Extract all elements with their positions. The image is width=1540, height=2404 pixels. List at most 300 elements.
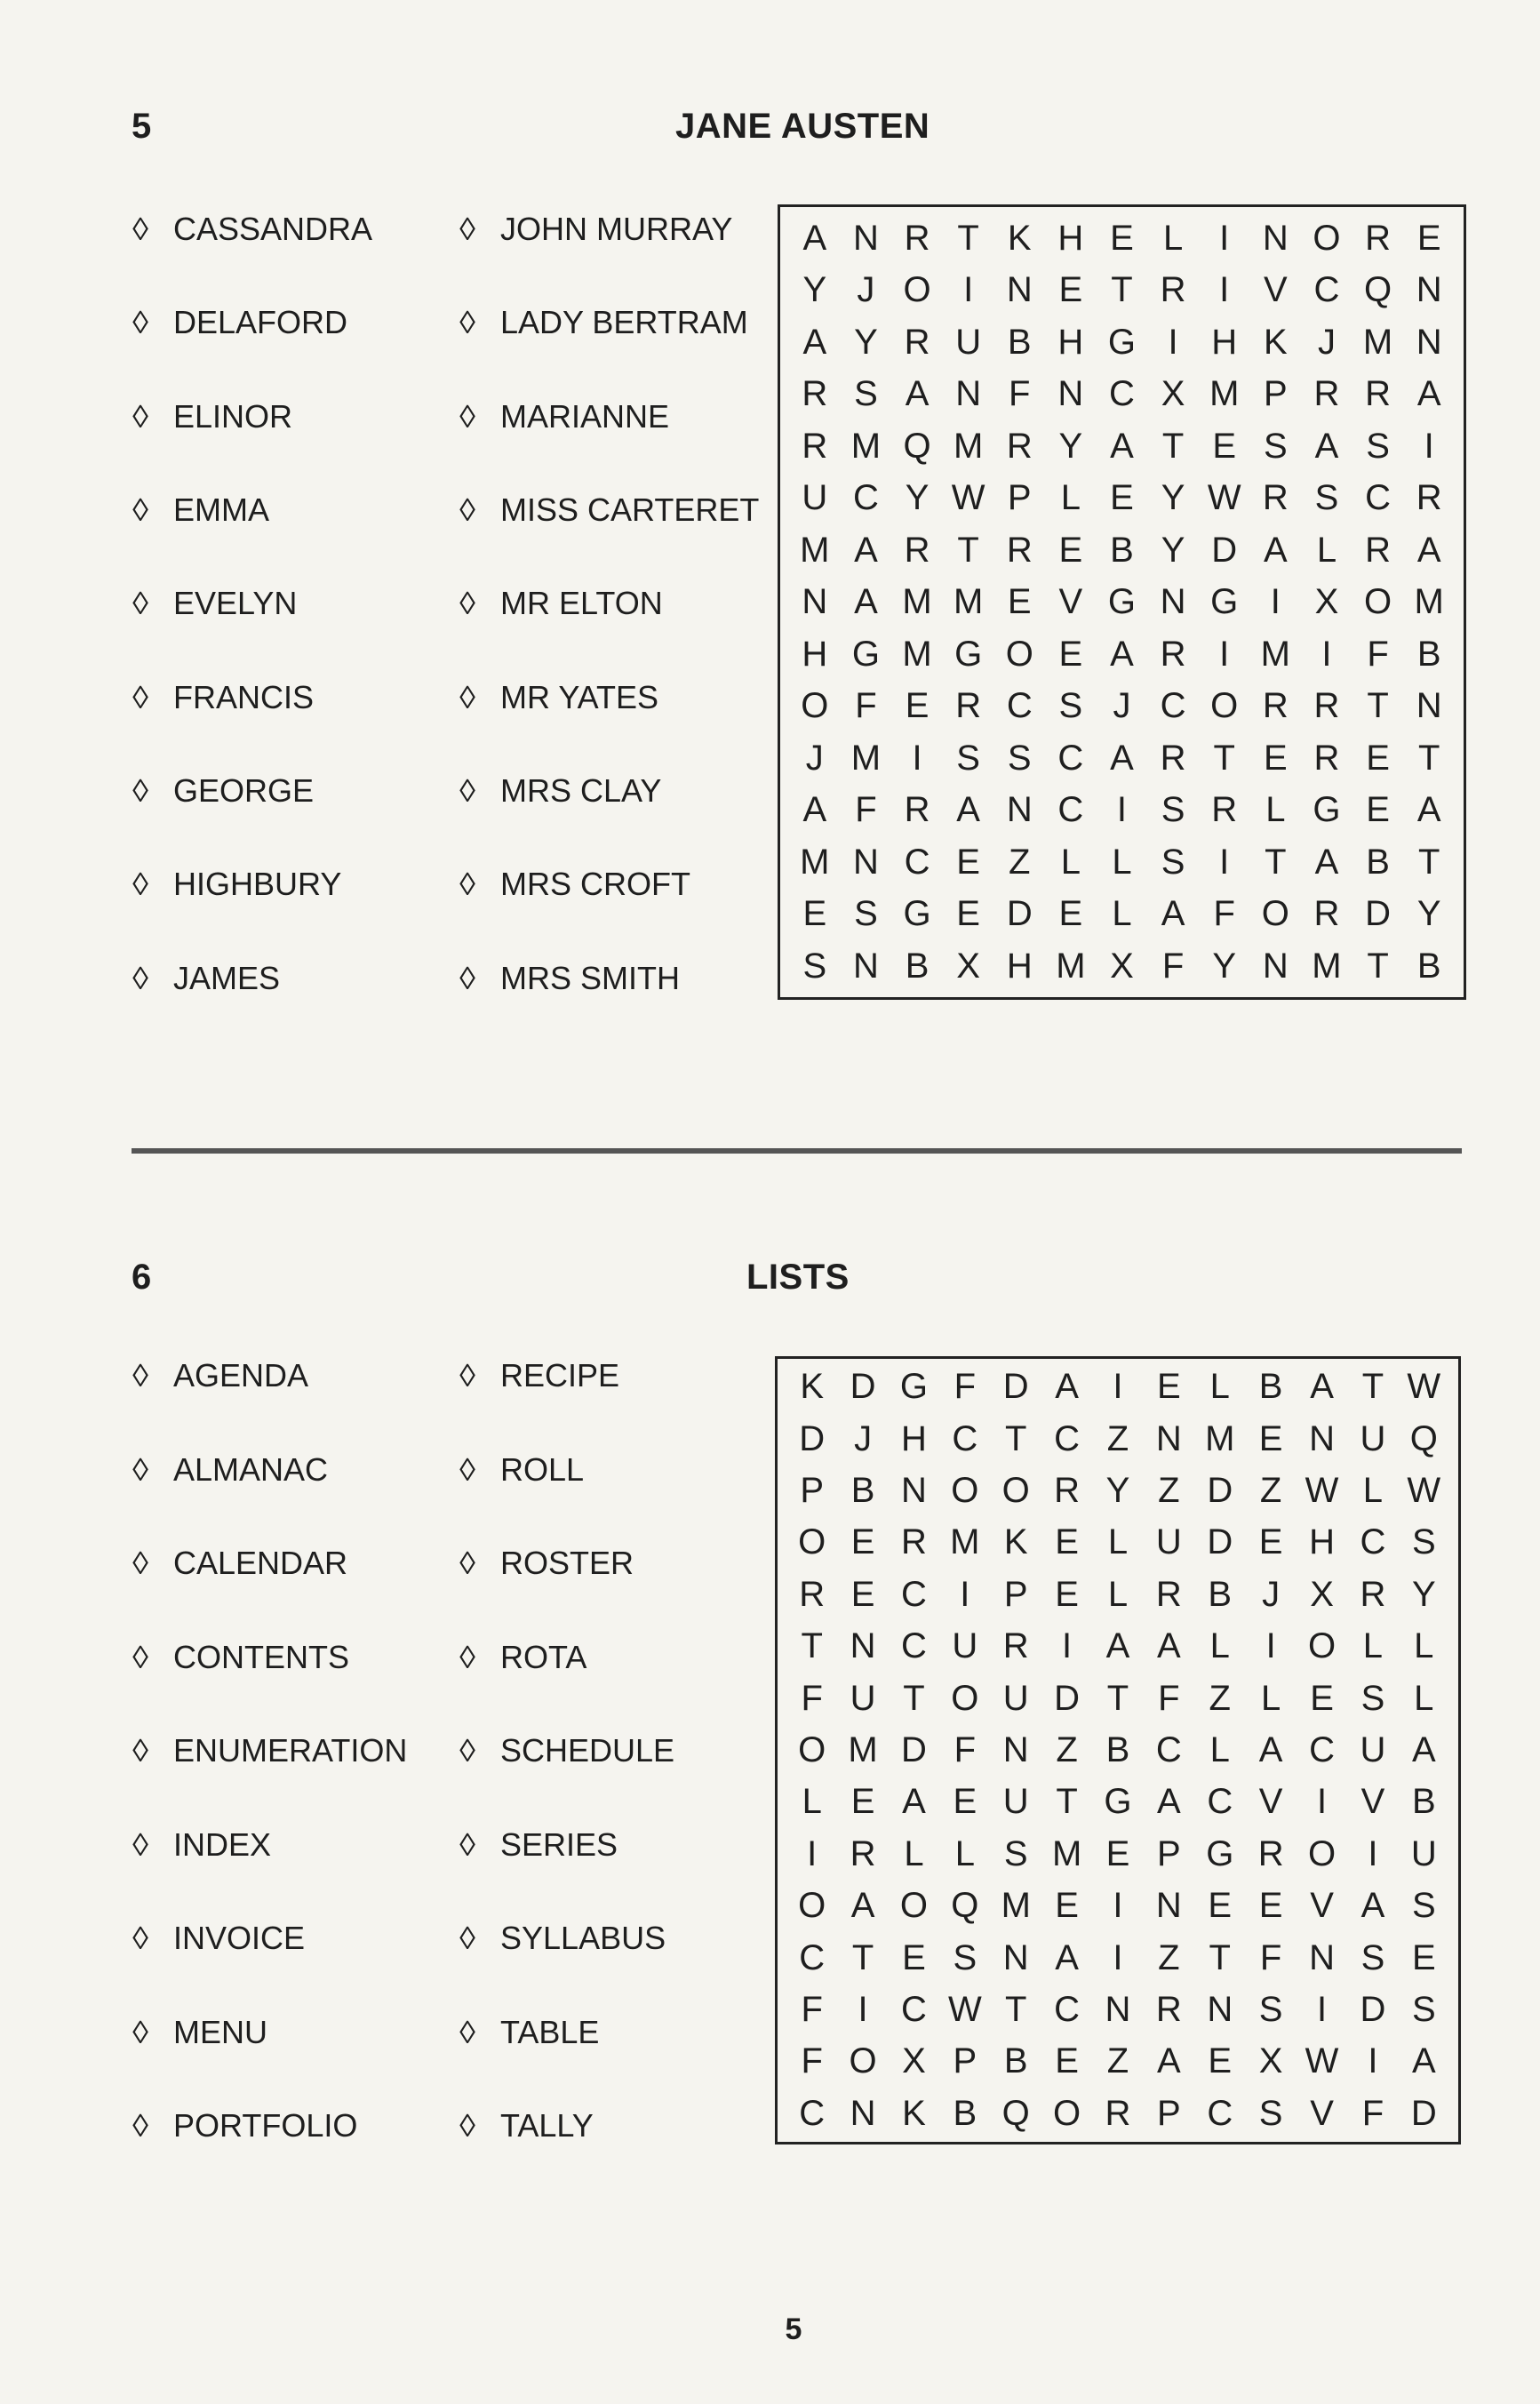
grid-letter[interactable]: G [903, 894, 931, 933]
grid-letter[interactable]: H [1309, 1522, 1335, 1562]
grid-letter[interactable]: H [802, 634, 828, 674]
grid-letter[interactable]: L [1362, 1471, 1384, 1511]
grid-letter[interactable]: U [802, 478, 828, 517]
grid-letter[interactable]: T [1213, 738, 1235, 778]
grid-letter[interactable]: C [952, 1418, 978, 1458]
grid-letter[interactable]: G [1313, 790, 1341, 829]
grid-letter[interactable]: E [902, 1937, 926, 1977]
grid-letter[interactable]: N [1002, 1937, 1029, 1977]
grid-letter[interactable]: L [1414, 1678, 1434, 1718]
grid-letter[interactable]: J [854, 1418, 873, 1458]
grid-letter[interactable]: L [1261, 1678, 1281, 1718]
grid-letter[interactable]: R [799, 1574, 826, 1614]
grid-letter[interactable]: E [905, 686, 930, 725]
grid-letter[interactable]: M [1001, 1886, 1031, 1926]
grid-letter[interactable]: A [802, 322, 827, 362]
grid-letter[interactable]: A [902, 1782, 926, 1822]
grid-letter[interactable]: L [1414, 1626, 1434, 1666]
grid-letter[interactable]: S [1411, 1522, 1436, 1562]
grid-letter[interactable]: R [1002, 1626, 1029, 1666]
grid-letter[interactable]: E [802, 894, 827, 933]
grid-letter[interactable]: Q [1001, 2093, 1030, 2133]
grid-letter[interactable]: A [1310, 1367, 1334, 1407]
grid-letter[interactable]: S [1258, 2093, 1283, 2133]
grid-letter[interactable]: R [904, 790, 930, 829]
grid-letter[interactable]: D [1360, 1989, 1386, 2029]
grid-letter[interactable]: S [1058, 686, 1083, 725]
grid-letter[interactable]: I [858, 1989, 868, 2029]
grid-letter[interactable]: O [801, 686, 829, 725]
grid-letter[interactable]: U [1360, 1418, 1386, 1458]
grid-letter[interactable]: M [950, 1522, 980, 1562]
grid-letter[interactable]: N [1262, 218, 1289, 258]
grid-letter[interactable]: M [1209, 374, 1240, 413]
grid-letter[interactable]: I [1316, 1989, 1328, 2029]
grid-letter[interactable]: Z [1209, 1678, 1231, 1718]
grid-letter[interactable]: I [960, 1574, 970, 1614]
grid-letter[interactable]: G [1104, 1782, 1132, 1822]
grid-letter[interactable]: R [1160, 634, 1186, 674]
grid-letter[interactable]: C [901, 1989, 927, 2029]
grid-letter[interactable]: K [1007, 218, 1032, 258]
grid-letter[interactable]: G [954, 634, 983, 674]
grid-letter[interactable]: F [954, 1367, 977, 1407]
grid-letter[interactable]: J [857, 270, 875, 309]
grid-letter[interactable]: E [1055, 1574, 1079, 1614]
grid-letter[interactable]: F [801, 1989, 823, 2029]
grid-letter[interactable]: K [902, 2093, 926, 2133]
grid-letter[interactable]: O [1307, 1833, 1337, 1873]
grid-letter[interactable]: I [1368, 2041, 1378, 2081]
grid-letter[interactable]: Q [1409, 1418, 1438, 1458]
grid-letter[interactable]: C [904, 842, 930, 882]
grid-letter[interactable]: T [1056, 1782, 1078, 1822]
grid-letter[interactable]: N [1105, 1989, 1131, 2029]
grid-letter[interactable]: M [1260, 634, 1290, 674]
grid-letter[interactable]: T [801, 1626, 823, 1666]
grid-letter[interactable]: A [1055, 1937, 1079, 1977]
grid-letter[interactable]: H [1057, 322, 1084, 362]
grid-letter[interactable]: E [1058, 530, 1083, 570]
grid-letter[interactable]: A [854, 582, 878, 621]
grid-letter[interactable]: A [1110, 426, 1134, 466]
grid-letter[interactable]: L [1209, 1626, 1230, 1666]
grid-letter[interactable]: E [1055, 2041, 1079, 2081]
grid-letter[interactable]: L [1107, 1522, 1129, 1562]
grid-letter[interactable]: Z [1158, 1937, 1180, 1977]
grid-letter[interactable]: J [1262, 1574, 1281, 1614]
grid-letter[interactable]: E [1110, 478, 1134, 517]
grid-letter[interactable]: U [1410, 1833, 1437, 1873]
grid-letter[interactable]: C [1207, 2093, 1233, 2133]
grid-letter[interactable]: O [1313, 218, 1341, 258]
grid-letter[interactable]: X [1314, 582, 1339, 621]
grid-letter[interactable]: C [1109, 374, 1135, 413]
grid-letter[interactable]: B [1411, 1782, 1436, 1822]
grid-letter[interactable]: Z [1056, 1729, 1078, 1769]
grid-letter[interactable]: O [1053, 2093, 1081, 2133]
grid-letter[interactable]: X [1258, 2041, 1283, 2081]
grid-letter[interactable]: I [1219, 218, 1230, 258]
grid-letter[interactable]: N [852, 946, 879, 986]
grid-letter[interactable]: J [1317, 322, 1336, 362]
grid-letter[interactable]: N [1006, 790, 1033, 829]
grid-letter[interactable]: A [1157, 1626, 1181, 1666]
grid-letter[interactable]: R [850, 1833, 876, 1873]
grid-letter[interactable]: Z [1106, 2041, 1129, 2081]
grid-letter[interactable]: P [1157, 1833, 1181, 1873]
grid-letter[interactable]: A [905, 374, 930, 413]
grid-letter[interactable]: S [1263, 426, 1288, 466]
grid-letter[interactable]: F [1213, 894, 1235, 933]
grid-letter[interactable]: D [1207, 1522, 1233, 1562]
grid-letter[interactable]: O [798, 1886, 826, 1926]
grid-letter[interactable]: S [1411, 1886, 1436, 1926]
grid-letter[interactable]: T [1161, 426, 1185, 466]
grid-letter[interactable]: M [953, 426, 984, 466]
grid-letter[interactable]: B [1416, 946, 1441, 986]
grid-letter[interactable]: E [1208, 1886, 1233, 1926]
grid-letter[interactable]: I [1168, 322, 1178, 362]
grid-letter[interactable]: Y [802, 270, 827, 309]
grid-letter[interactable]: M [800, 842, 830, 882]
grid-letter[interactable]: K [1263, 322, 1288, 362]
grid-letter[interactable]: T [1209, 1937, 1231, 1977]
grid-letter[interactable]: N [850, 2093, 876, 2133]
grid-letter[interactable]: I [1219, 842, 1230, 882]
grid-letter[interactable]: P [1263, 374, 1288, 413]
grid-letter[interactable]: B [1105, 1729, 1130, 1769]
grid-letter[interactable]: L [1060, 478, 1081, 517]
grid-letter[interactable]: S [1360, 1937, 1385, 1977]
grid-letter[interactable]: N [852, 842, 879, 882]
grid-letter[interactable]: S [1411, 1989, 1436, 2029]
grid-letter[interactable]: R [1054, 1471, 1081, 1511]
grid-letter[interactable]: E [1055, 1886, 1079, 1926]
grid-letter[interactable]: N [1002, 1729, 1029, 1769]
grid-letter[interactable]: R [1365, 218, 1392, 258]
grid-letter[interactable]: A [1360, 1886, 1385, 1926]
grid-letter[interactable]: R [802, 374, 828, 413]
grid-letter[interactable]: A [1105, 1626, 1130, 1666]
grid-letter[interactable]: A [854, 530, 878, 570]
grid-letter[interactable]: R [901, 1522, 927, 1562]
grid-letter[interactable]: E [956, 894, 980, 933]
grid-letter[interactable]: O [951, 1678, 979, 1718]
grid-letter[interactable]: R [1365, 374, 1392, 413]
grid-letter[interactable]: W [947, 1989, 982, 2029]
grid-letter[interactable]: Z [1106, 1418, 1129, 1458]
grid-letter[interactable]: N [1155, 1886, 1182, 1926]
grid-letter[interactable]: E [1258, 1522, 1283, 1562]
grid-letter[interactable]: D [1207, 1471, 1233, 1511]
grid-letter[interactable]: F [1361, 2093, 1384, 2133]
grid-letter[interactable]: V [1263, 270, 1288, 309]
grid-letter[interactable]: S [1003, 1833, 1028, 1873]
grid-letter[interactable]: B [1416, 634, 1441, 674]
grid-letter[interactable]: E [1366, 738, 1390, 778]
grid-letter[interactable]: L [954, 1833, 975, 1873]
grid-letter[interactable]: B [1366, 842, 1390, 882]
grid-letter[interactable]: E [1263, 738, 1288, 778]
grid-letter[interactable]: W [1305, 1471, 1339, 1511]
grid-letter[interactable]: N [1416, 322, 1442, 362]
grid-letter[interactable]: A [1110, 738, 1134, 778]
grid-letter[interactable]: E [850, 1782, 875, 1822]
grid-letter[interactable]: Q [903, 426, 931, 466]
grid-letter[interactable]: R [1211, 790, 1238, 829]
grid-letter[interactable]: F [1158, 1678, 1180, 1718]
grid-letter[interactable]: A [1416, 374, 1441, 413]
grid-letter[interactable]: F [855, 790, 877, 829]
grid-letter[interactable]: T [957, 218, 979, 258]
grid-letter[interactable]: I [1219, 634, 1230, 674]
grid-letter[interactable]: R [1313, 894, 1340, 933]
grid-letter[interactable]: E [1258, 1886, 1283, 1926]
grid-letter[interactable]: G [851, 634, 880, 674]
grid-letter[interactable]: I [1424, 426, 1434, 466]
grid-letter[interactable]: B [1007, 322, 1032, 362]
grid-letter[interactable]: U [1002, 1678, 1029, 1718]
grid-letter[interactable]: E [1258, 1418, 1283, 1458]
grid-letter[interactable]: E [956, 842, 980, 882]
grid-letter[interactable]: V [1310, 1886, 1334, 1926]
grid-letter[interactable]: C [1054, 1989, 1081, 2029]
grid-letter[interactable]: B [1258, 1367, 1283, 1407]
grid-letter[interactable]: E [1208, 2041, 1233, 2081]
grid-letter[interactable]: Y [1161, 478, 1185, 517]
grid-letter[interactable]: K [800, 1367, 825, 1407]
grid-letter[interactable]: B [850, 1471, 875, 1511]
grid-letter[interactable]: C [1360, 1522, 1386, 1562]
grid-letter[interactable]: D [1006, 894, 1033, 933]
grid-letter[interactable]: I [1265, 1626, 1276, 1666]
grid-letter[interactable]: R [1365, 530, 1392, 570]
grid-letter[interactable]: U [1002, 1782, 1029, 1822]
grid-letter[interactable]: C [799, 1937, 826, 1977]
grid-letter[interactable]: A [1314, 842, 1339, 882]
grid-letter[interactable]: N [955, 374, 982, 413]
grid-letter[interactable]: A [1055, 1367, 1079, 1407]
grid-letter[interactable]: W [1207, 478, 1241, 517]
grid-letter[interactable]: L [1265, 790, 1286, 829]
grid-letter[interactable]: C [901, 1574, 927, 1614]
grid-letter[interactable]: O [798, 1522, 826, 1562]
grid-letter[interactable]: P [800, 1471, 825, 1511]
grid-letter[interactable]: T [1111, 270, 1133, 309]
grid-letter[interactable]: Y [905, 478, 930, 517]
grid-letter[interactable]: F [954, 1729, 977, 1769]
grid-letter[interactable]: X [1161, 374, 1185, 413]
grid-letter[interactable]: D [1410, 2093, 1437, 2133]
grid-letter[interactable]: S [1360, 1678, 1385, 1718]
grid-letter[interactable]: O [1307, 1626, 1337, 1666]
grid-letter[interactable]: S [802, 946, 827, 986]
grid-letter[interactable]: T [1367, 946, 1389, 986]
grid-letter[interactable]: N [1155, 1418, 1182, 1458]
grid-letter[interactable]: C [1309, 1729, 1335, 1769]
grid-letter[interactable]: T [903, 1678, 925, 1718]
grid-letter[interactable]: A [1110, 634, 1134, 674]
grid-letter[interactable]: N [1057, 374, 1084, 413]
grid-letter[interactable]: Q [951, 1886, 979, 1926]
grid-letter[interactable]: S [1366, 426, 1390, 466]
grid-letter[interactable]: A [1416, 790, 1441, 829]
grid-letter[interactable]: E [1007, 582, 1032, 621]
grid-letter[interactable]: N [1262, 946, 1289, 986]
grid-letter[interactable]: G [1107, 582, 1137, 621]
grid-letter[interactable]: I [1270, 582, 1281, 621]
grid-letter[interactable]: I [1116, 790, 1128, 829]
grid-letter[interactable]: M [1362, 322, 1393, 362]
grid-letter[interactable]: H [1057, 218, 1084, 258]
grid-letter[interactable]: A [850, 1886, 875, 1926]
grid-letter[interactable]: B [953, 2093, 977, 2133]
grid-letter[interactable]: E [1110, 218, 1134, 258]
grid-letter[interactable]: B [905, 946, 930, 986]
grid-letter[interactable]: L [802, 1782, 822, 1822]
grid-letter[interactable]: R [904, 218, 930, 258]
grid-letter[interactable]: D [1365, 894, 1392, 933]
grid-letter[interactable]: T [1417, 738, 1440, 778]
grid-letter[interactable]: P [1157, 2093, 1181, 2133]
grid-letter[interactable]: A [1416, 530, 1441, 570]
grid-letter[interactable]: I [1321, 634, 1332, 674]
grid-letter[interactable]: W [1305, 2041, 1339, 2081]
grid-letter[interactable]: L [1112, 894, 1132, 933]
grid-letter[interactable]: C [1054, 1418, 1081, 1458]
grid-letter[interactable]: M [902, 634, 932, 674]
grid-letter[interactable]: L [1209, 1729, 1230, 1769]
grid-letter[interactable]: Y [1416, 894, 1441, 933]
grid-letter[interactable]: R [1313, 686, 1340, 725]
grid-letter[interactable]: Z [1158, 1471, 1180, 1511]
grid-letter[interactable]: R [1160, 270, 1186, 309]
grid-letter[interactable]: I [1062, 1626, 1073, 1666]
grid-letter[interactable]: G [1107, 322, 1137, 362]
grid-letter[interactable]: F [855, 686, 877, 725]
grid-letter[interactable]: E [1157, 1367, 1181, 1407]
grid-letter[interactable]: R [1257, 1833, 1284, 1873]
grid-letter[interactable]: T [1367, 686, 1389, 725]
grid-letter[interactable]: O [899, 1886, 929, 1926]
grid-letter[interactable]: R [1262, 478, 1289, 517]
grid-letter[interactable]: R [1313, 374, 1340, 413]
grid-letter[interactable]: Y [1411, 1574, 1436, 1614]
grid-letter[interactable]: C [852, 478, 879, 517]
grid-letter[interactable]: E [1058, 894, 1083, 933]
grid-letter[interactable]: L [1362, 1626, 1384, 1666]
grid-letter[interactable]: O [849, 2041, 877, 2081]
grid-letter[interactable]: N [852, 218, 879, 258]
grid-letter[interactable]: V [1360, 1782, 1385, 1822]
grid-letter[interactable]: A [802, 218, 827, 258]
grid-letter[interactable]: E [953, 1782, 977, 1822]
grid-letter[interactable]: O [903, 270, 931, 309]
grid-letter[interactable]: N [1207, 1989, 1233, 2029]
grid-letter[interactable]: E [1058, 270, 1083, 309]
grid-letter[interactable]: E [1416, 218, 1441, 258]
grid-letter[interactable]: T [1417, 842, 1440, 882]
grid-letter[interactable]: O [798, 1729, 826, 1769]
grid-letter[interactable]: S [1258, 1989, 1283, 2029]
grid-letter[interactable]: N [1416, 686, 1442, 725]
grid-letter[interactable]: S [1161, 790, 1185, 829]
grid-letter[interactable]: F [801, 1678, 823, 1718]
grid-letter[interactable]: A [1157, 1782, 1181, 1822]
grid-letter[interactable]: X [902, 2041, 926, 2081]
grid-letter[interactable]: A [1258, 1729, 1283, 1769]
grid-letter[interactable]: I [963, 270, 974, 309]
grid-letter[interactable]: E [1366, 790, 1390, 829]
grid-letter[interactable]: A [1161, 894, 1185, 933]
grid-letter[interactable]: T [1361, 1367, 1384, 1407]
grid-letter[interactable]: D [1002, 1367, 1029, 1407]
grid-letter[interactable]: G [1206, 1833, 1234, 1873]
grid-letter[interactable]: K [1003, 1522, 1028, 1562]
grid-letter[interactable]: C [1313, 270, 1340, 309]
grid-letter[interactable]: V [1058, 582, 1083, 621]
grid-letter[interactable]: T [1265, 842, 1287, 882]
grid-letter[interactable]: C [799, 2093, 826, 2133]
grid-letter[interactable]: N [802, 582, 828, 621]
grid-letter[interactable]: B [1003, 2041, 1028, 2081]
grid-letter[interactable]: M [1205, 1418, 1235, 1458]
grid-letter[interactable]: J [805, 738, 824, 778]
grid-letter[interactable]: R [1155, 1989, 1182, 2029]
grid-letter[interactable]: T [851, 1937, 874, 1977]
grid-letter[interactable]: R [1313, 738, 1340, 778]
grid-letter[interactable]: S [854, 374, 878, 413]
grid-letter[interactable]: O [1364, 582, 1392, 621]
grid-letter[interactable]: M [953, 582, 984, 621]
grid-letter[interactable]: I [1316, 1782, 1328, 1822]
grid-letter[interactable]: E [1055, 1522, 1079, 1562]
grid-letter[interactable]: T [1005, 1989, 1027, 2029]
grid-letter[interactable]: D [799, 1418, 826, 1458]
grid-letter[interactable]: W [1407, 1471, 1441, 1511]
grid-letter[interactable]: A [1157, 2041, 1181, 2081]
grid-letter[interactable]: S [953, 1937, 977, 1977]
grid-letter[interactable]: S [1314, 478, 1339, 517]
grid-letter[interactable]: E [1310, 1678, 1334, 1718]
grid-letter[interactable]: C [1006, 686, 1033, 725]
grid-letter[interactable]: M [850, 426, 882, 466]
grid-letter[interactable]: A [1314, 426, 1339, 466]
grid-letter[interactable]: G [1210, 582, 1239, 621]
grid-letter[interactable]: Y [854, 322, 878, 362]
grid-letter[interactable]: W [1407, 1367, 1441, 1407]
grid-letter[interactable]: A [802, 790, 827, 829]
grid-letter[interactable]: R [904, 322, 930, 362]
grid-letter[interactable]: N [1416, 270, 1442, 309]
grid-letter[interactable]: I [1219, 270, 1230, 309]
grid-letter[interactable]: A [1263, 530, 1288, 570]
grid-letter[interactable]: O [1261, 894, 1289, 933]
grid-letter[interactable]: X [1110, 946, 1134, 986]
grid-letter[interactable]: N [1309, 1937, 1335, 1977]
grid-letter[interactable]: O [1210, 686, 1239, 725]
grid-letter[interactable]: I [1113, 1886, 1123, 1926]
grid-letter[interactable]: C [1057, 738, 1084, 778]
grid-letter[interactable]: U [952, 1626, 978, 1666]
grid-letter[interactable]: L [1316, 530, 1337, 570]
grid-letter[interactable]: T [1106, 1678, 1129, 1718]
grid-letter[interactable]: X [956, 946, 980, 986]
grid-letter[interactable]: V [1258, 1782, 1283, 1822]
grid-letter[interactable]: L [1107, 1574, 1129, 1614]
grid-letter[interactable]: E [850, 1522, 875, 1562]
